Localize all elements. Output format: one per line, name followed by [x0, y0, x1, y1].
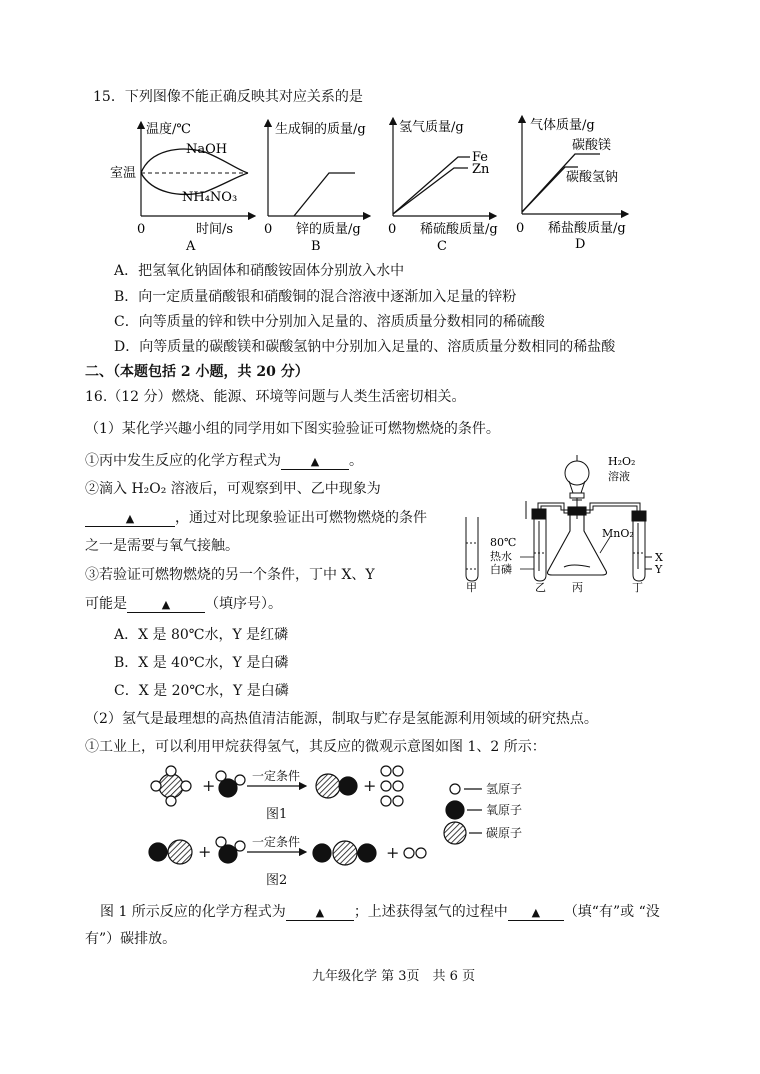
q16-line-6-end: （填序号）。: [205, 596, 282, 612]
graph-b-letter: B: [311, 239, 321, 254]
q15-option-a: A．把氢氧化钠固体和硝酸铵固体分别放入水中: [114, 263, 405, 279]
q15-graphs: [0, 0, 760, 260]
answer-blank-1[interactable]: ▲: [281, 455, 349, 470]
q16-line-6: [85, 595, 282, 613]
graph-b-ylabel: 生成铜的质量/g: [275, 122, 366, 137]
q16-option-b: B．X 是 40℃水，Y 是白磷: [114, 655, 289, 671]
label-y: Y: [655, 563, 663, 576]
q16-line-4: 之一是需要与氧气接触。: [85, 538, 239, 554]
graph-b-xlabel: 锌的质量/g: [296, 222, 361, 237]
graph-d-ylabel: 气体质量/g: [530, 118, 595, 133]
h2-molecule: [404, 848, 426, 858]
graph-d-xlabel: 稀盐酸质量/g: [548, 221, 626, 236]
q16-option-c: C．X 是 20℃水，Y 是白磷: [114, 683, 289, 699]
co-molecule: [316, 774, 357, 798]
svg-text:+: +: [202, 776, 216, 795]
legend-carbon: 碳原子: [486, 826, 523, 840]
q16-option-a: A．X 是 80℃水，Y 是红磷: [114, 627, 289, 643]
co-molecule-reactant: [149, 840, 192, 864]
graph-c-ylabel: 氢气质量/g: [399, 120, 464, 135]
q16-line-6-text: 可能是: [85, 596, 127, 612]
legend-oxygen: 氧原子: [486, 803, 523, 817]
q16-part2: （2）氢气是最理想的高热值清洁能源，制取与贮存是氢能源利用领域的研究热点。: [85, 711, 598, 727]
combustion-apparatus-diagram: [460, 453, 670, 593]
test-tube-ding: [633, 521, 652, 581]
page-footer: 九年级化学 第 3页 共 6 页: [312, 969, 476, 984]
q16-line-8-text-a: 图 1 所示反应的化学方程式为: [100, 904, 286, 920]
graph-c: [388, 118, 498, 254]
label-ding: 丁: [632, 581, 643, 593]
graph-a-lower-label: NH₄NO₃: [182, 190, 238, 205]
q16-line-5: ③若验证可燃物燃烧的另一个条件，丁中 X、Y: [85, 567, 375, 583]
answer-blank-3[interactable]: ▲: [127, 598, 205, 613]
graph-a-letter: A: [186, 239, 196, 254]
figure-2-condition: 一定条件: [252, 835, 301, 849]
graph-a-origin: 0: [137, 222, 146, 237]
graph-a-ref-label: 室温: [110, 166, 137, 181]
svg-text:+: +: [363, 776, 377, 795]
question-16-intro: 16.（12 分）燃烧、能源、环境等问题与人类生活密切相关。: [85, 389, 466, 405]
q16-line-7: ①工业上，可以利用甲烷获得氢气，其反应的微观示意图如图 1、2 所示：: [85, 739, 546, 755]
test-tube-yi: [534, 519, 546, 581]
q16-line-8-text-b: ；上述获得氢气的过程中: [353, 904, 508, 920]
methane-molecule: [151, 766, 191, 806]
graph-d-series2-label: 碳酸氢钠: [566, 170, 619, 185]
label-mno2: MnO₂: [602, 527, 634, 540]
hydrogen-molecules: [381, 766, 403, 806]
water-molecule: [216, 771, 245, 797]
q16-line-9: 有”）碳排放。: [85, 931, 177, 947]
test-tube-jia: [466, 517, 478, 581]
label-white-phosphorus: 白磷: [490, 563, 512, 576]
q15-option-b: B．向一定质量硝酸银和硝酸铜的混合溶液中逐渐加入足量的锌粉: [114, 289, 517, 305]
graph-c-letter: C: [437, 239, 447, 254]
graph-a-ylabel: 温度/℃: [146, 122, 191, 137]
svg-text:+: +: [386, 843, 400, 862]
figure-2-caption: 图2: [266, 873, 288, 888]
label-hot-water: 热水: [490, 550, 512, 563]
label-jia: 甲: [466, 581, 477, 593]
graph-a-upper-label: NaOH: [186, 142, 228, 157]
reaction-micro-diagram: [0, 762, 760, 892]
label-yi: 乙: [535, 581, 546, 593]
graph-a: [110, 121, 255, 254]
figure-1-caption: 图1: [266, 807, 288, 822]
graph-b: [264, 120, 370, 254]
label-solution: 溶液: [608, 470, 630, 483]
q16-line-1: [85, 452, 363, 470]
answer-blank-5[interactable]: ▲: [508, 906, 564, 921]
figure-1-condition: 一定条件: [252, 769, 301, 783]
label-temperature: 80℃: [490, 536, 517, 549]
atom-legend: [444, 784, 482, 844]
q15-option-c: C．向等质量的锌和铁中分别加入足量的、溶质质量分数相同的稀硫酸: [114, 314, 545, 330]
q15-option-d: D．向等质量的碳酸镁和碳酸氢钠中分别加入足量的、溶质质量分数相同的稀盐酸: [114, 339, 616, 355]
graph-d-origin: 0: [516, 221, 525, 236]
graph-c-fe-label: Fe: [472, 150, 489, 165]
answer-blank-2[interactable]: ▲: [85, 512, 175, 527]
label-bing: 丙: [572, 581, 583, 593]
q16-part1: （1）某化学兴趣小组的同学用如下图实验验证可燃物燃烧的条件。: [85, 421, 500, 437]
question-15-title: 15．下列图像不能正确反映其对应关系的是: [93, 89, 363, 105]
q16-line-1-text: ①丙中发生反应的化学方程式为: [85, 453, 281, 469]
graph-a-xlabel: 时间/s: [196, 222, 234, 237]
label-h2o2: H₂O₂: [608, 455, 636, 468]
q16-line-3: [85, 509, 427, 527]
q16-line-3-text: ，通过对比现象验证出可燃物燃烧的条件: [175, 510, 427, 526]
label-x: X: [655, 551, 663, 564]
q16-line-8-text-c: （填“有”或 “没: [563, 904, 660, 920]
q16-line-8: [100, 903, 660, 921]
graph-d-series1-label: 碳酸镁: [572, 138, 612, 153]
section-2-heading: 二、（本题包括 2 小题，共 20 分）: [85, 364, 309, 380]
graph-b-origin: 0: [264, 222, 273, 237]
water-molecule-2: [216, 837, 245, 863]
graph-c-xlabel: 稀硫酸质量/g: [420, 222, 498, 237]
legend-hydrogen: 氢原子: [486, 782, 523, 796]
q16-line-2: ②滴入 H₂O₂ 溶液后，可观察到甲、乙中现象为: [85, 481, 381, 497]
graph-d-letter: D: [575, 237, 586, 252]
svg-text:+: +: [198, 842, 212, 861]
q16-line-1-end: 。: [349, 453, 363, 469]
graph-d: [516, 116, 628, 252]
graph-c-origin: 0: [388, 222, 397, 237]
answer-blank-4[interactable]: ▲: [286, 906, 354, 921]
co2-molecule: [313, 841, 376, 865]
graph-c-zn-label: Zn: [472, 162, 490, 177]
